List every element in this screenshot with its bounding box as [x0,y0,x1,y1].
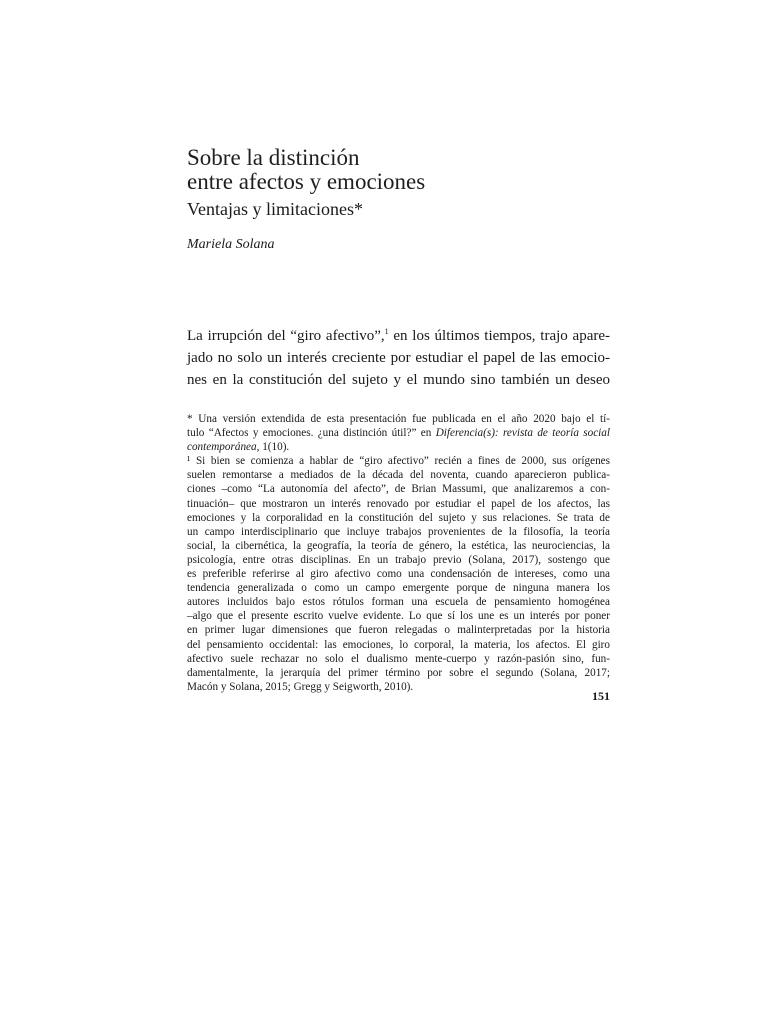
footnote-ref-1[interactable]: 1 [384,327,389,336]
footnote-line: en primer lugar dimensiones que fueron relegadas o malinterpretadas por la historia [187,624,610,637]
footnote-line: es preferible referirse al giro afectivo como una condensación de intereses, como una [187,568,610,581]
footnote-line: ¹ Si bien se comienza a hablar de “giro afectivo” recién a fines de 2000, sus orígenes [187,455,610,468]
footnote-line: afectivo suele rechazar no solo el dualismo mente-cuerpo y razón-pasión sino, fun- [187,652,610,665]
author-name: Mariela Solana [187,237,275,252]
footnote-line: psicología, entre otras disciplinas. En un trabajo previo (Solana, 2017), sostengo que [187,553,610,566]
footnote-line: suelen remontarse a mediados de la década del noventa, cuando aparecieron publica- [187,469,610,482]
footnote-line: un campo interdisciplinario que incluye trabajos provenientes de la filosofía, la teoría [187,525,610,538]
body-line-2: jado no solo un interés creciente por estudiar el papel de las emocio- [187,350,610,366]
journal-title: Diferencia(s): revista de teoría social [435,427,610,440]
footnote-star [187,412,610,454]
body-paragraph [187,325,610,391]
body-line-1-end: en los últimos tiempos, trajo apare- [388,328,610,344]
footnote-line: social, la cibernética, la geografía, la teoría de género, la estética, las neurociencias, la [187,539,610,552]
footnote-line: damentalmente, la jerarquía del primer término por sobre el segundo (Solana, 2017; [187,666,610,679]
body-line-3: nes en la constitución del sujeto y el mundo sino también un deseo [187,372,610,388]
footnote-line: tinuación– que mostraron un interés renovado por estudiar el papel de los afectos, las [187,497,610,510]
footnote-line: ciones –como “La autonomía del afecto”, de Brian Massumi, que analizaremos a con- [187,483,610,496]
footnote-line: –algo que el presente escrito vuelve evidente. Lo que sí los une es un interés por poner [187,610,610,623]
footnote-star-line-1: * Una versión extendida de esta presentación fue publicada en el año 2020 bajo el tí- [187,413,610,425]
footnote-line: tendencia generalizada o como un campo emergente porque de ninguna manera los [187,582,610,595]
title-line-1: Sobre la distinción [187,145,360,170]
page-number: 151 [592,689,610,703]
footnote-star-line-2-text: tulo “Afectos y emociones. ¿una distinción útil?” en [187,427,436,440]
footnote-line: emociones y la corporalidad en la constitución del sujeto y sus relaciones. Se trata de [187,511,610,524]
journal-title-end: contemporánea [187,441,257,454]
footnote-star-line-2 [187,426,610,440]
body-line-1 [187,325,610,347]
article-subtitle: Ventajas y limitaciones* [187,199,363,219]
body-line-1-start: La irrupción del “giro afectivo”, [187,328,385,344]
footnote-line: del pensamiento occidental: las emociones, lo corporal, la materia, los afectos. El giro [187,638,610,651]
footnote-star-line-3 [187,440,610,454]
article-title [187,146,607,194]
footnote-line: autores incluidos bajo estos rótulos forman una escuela de pensamiento homogénea [187,596,610,609]
footnote-line: Macón y Solana, 2015; Gregg y Seigworth, 2010). [187,680,414,693]
footnote-1 [187,454,610,694]
footnotes [187,412,610,694]
title-line-2: entre afectos y emociones [187,169,426,194]
journal-issue: , 1(10). [256,441,290,454]
